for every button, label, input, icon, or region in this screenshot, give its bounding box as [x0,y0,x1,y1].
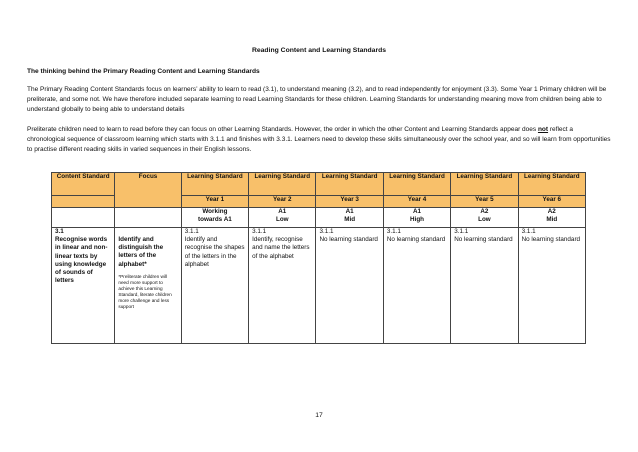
level-main: A1 [412,208,422,215]
learning-standard-cell [518,228,585,344]
level-blank [115,208,181,228]
level-cell [181,208,248,228]
level-sub: Low [478,216,491,224]
year-label: Year 4 [383,196,450,208]
learning-standard-cell [316,228,383,344]
focus-text: Identify and distinguish the letters of the alphabet* [118,236,164,268]
level-main: A2 [547,208,556,215]
header-learning-standard: Learning Standard [181,173,248,196]
paragraph-text: Preliterate children need to learn to read before they can focus on other Learning Standards. However, the order in which the other Content and Learning Standards appear does [27,126,538,133]
level-cell [383,208,450,228]
level-main: A2 [480,208,489,215]
level-main: A1 [345,208,354,215]
level-cell [249,208,316,228]
standard-text: No learning standard [454,236,513,244]
header-blank [52,196,115,208]
standard-code: 3.1.1 [252,228,267,235]
focus-cell [115,228,181,344]
page-title: Reading Content and Learning Standards [251,47,387,54]
emphasis-not: not [537,126,549,133]
level-sub: towards A1 [198,216,232,224]
intro-paragraph: The Primary Reading Content Standards focus on learners’ ability to learn to read (3.1), to understand meaning (3.2), and to read independently for enjoyment (3.3). Some Year 1 Primary children will be preliterate, and some not. We have therefore included separate learning to read Learning Standards for these children. Learning Standards for understanding meaning move from children being able to understand globally to being able to understand details [27,86,607,114]
page-number: 17 [315,412,323,419]
year-label: Year 5 [451,196,518,208]
level-sub: Low [275,216,289,224]
learning-standard-cell [451,228,518,344]
standard-code: 3.1.1 [454,228,469,235]
header-learning-standard: Learning Standard [518,173,585,196]
level-cell [451,208,518,228]
table-level-row [52,208,586,228]
level-sub: Mid [344,216,356,224]
content-code: 3.1 [55,228,64,235]
standard-text: Identify and recognise the shapes of the letters in the alphabet [184,236,245,268]
standard-text: No learning standard [319,236,378,244]
learning-standard-cell [181,228,248,344]
header-learning-standard: Learning Standard [249,173,316,196]
learning-standard-cell [249,228,316,344]
standard-text: Identify, recognise and name the letters of the alphabet [252,236,310,260]
header-focus: Focus [115,173,181,208]
standard-code: 3.1.1 [386,228,401,235]
standard-text: No learning standard [386,236,446,244]
standards-table [51,172,586,344]
standard-text: No learning standard [521,236,581,244]
level-cell [316,208,383,228]
level-sub: High [410,216,425,224]
learning-standard-cell [383,228,450,344]
standard-code: 3.1.1 [521,228,536,235]
standard-code: 3.1.1 [319,228,334,235]
standard-code: 3.1.1 [184,228,199,235]
year-label: Year 2 [249,196,316,208]
content-standard-cell [52,228,115,344]
level-cell [518,208,585,228]
year-label: Year 6 [518,196,585,208]
header-content-standard: Content Standard [52,173,115,196]
content-text: Recognise words in linear and non-linear texts by using knowledge of sounds of letters [55,236,108,285]
header-learning-standard: Learning Standard [451,173,518,196]
focus-note: *Preliterate children will need more support to achieve this Learning Standard, literate children more challenge and less support [118,273,172,310]
section-subheading: The thinking behind the Primary Reading Content and Learning Standards [27,68,260,75]
order-paragraph [27,125,612,156]
year-label: Year 1 [181,196,248,208]
year-label: Year 3 [316,196,383,208]
level-sub: Mid [546,216,558,224]
header-learning-standard: Learning Standard [316,173,383,196]
header-learning-standard: Learning Standard [383,173,450,196]
level-main: Working [202,208,228,215]
table-header-row [52,173,586,196]
level-blank [52,208,115,228]
paragraph-text: reflect a chronological sequence of classroom learning which starts with 3.1.1 and finishes with 3.3.1. Learners need to develop these skills simultaneously over the school year, and so will learn from opportunities to practise different reading skills in varied sequences in their English lessons. [27,126,611,154]
table-row [52,228,586,344]
level-main: A1 [278,208,287,215]
